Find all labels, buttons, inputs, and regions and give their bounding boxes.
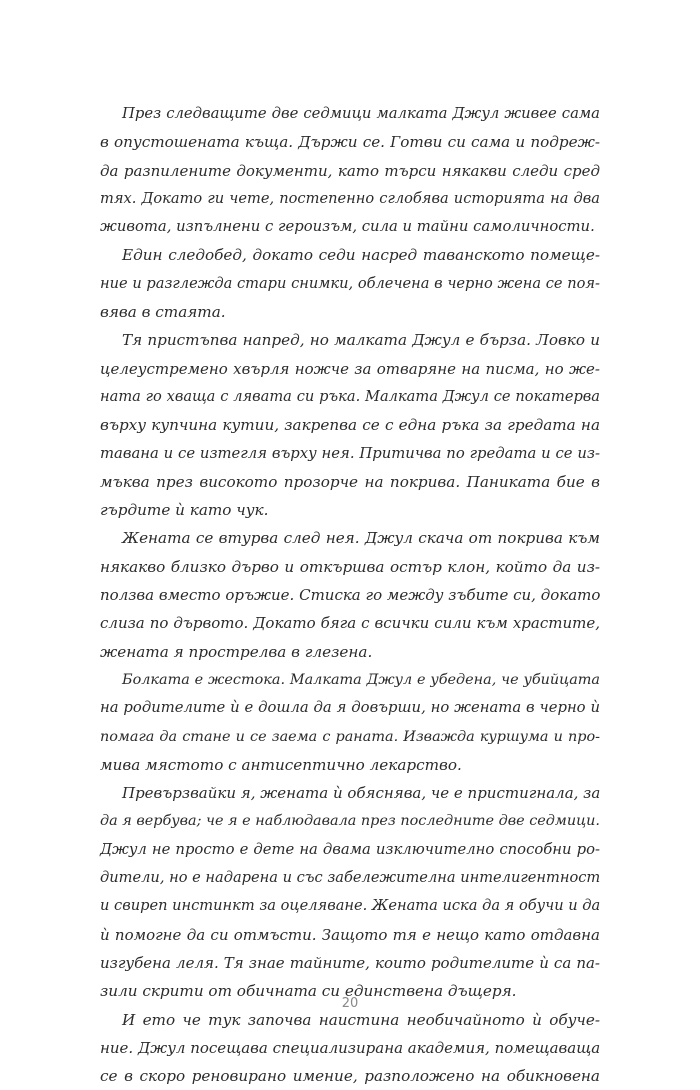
body-text <box>100 100 600 1090</box>
text-line: ѝ помогне да си отмъсти. Защото тя е нещо като отдавна <box>100 925 600 944</box>
text-line: Един следобед, докато седи насред таванското помеще- <box>122 246 600 265</box>
text-line: живота, изпълнени с героизъм, сила и тайни самоличности. <box>100 218 595 236</box>
text-line: Болката е жестока. Малката Джул е убедена, че убийцата <box>122 671 600 688</box>
text-line: вява в стаята. <box>100 303 226 322</box>
text-line: зили скрити от обичната си единствена дъщеря. <box>100 982 517 1001</box>
text-line: През следващите две седмици малката Джул живее сама <box>122 105 600 122</box>
text-line: ната го хваща с лявата си ръка. Малката Джул се покатерва <box>100 387 600 405</box>
text-line: на родителите ѝ е дошла да я довърши, но жената в черно ѝ <box>100 699 600 717</box>
page-number: 20 <box>341 996 359 1011</box>
text-line: се в скоро реновирано имение, разположено на обикновена <box>100 1067 600 1086</box>
text-line: върху купчина кутии, закрепва се с една ръка за гредата на <box>100 416 600 435</box>
text-line: да я вербува; че я е наблюдавала през последните две седмици. <box>100 813 600 830</box>
text-line: в опустошената къща. Държи се. Готви си сама и подреж- <box>100 133 600 152</box>
text-line: жената я прострелва в глезена. <box>100 642 373 661</box>
text-line: някакво близко дърво и откършва остър клон, който да из- <box>100 557 600 576</box>
text-line: Превързвайки я, жената ѝ обяснява, че е пристигнала, за <box>122 784 601 803</box>
text-line: И ето че тук започва наистина необичайното ѝ обуче- <box>122 1010 600 1029</box>
text-line: изгубена леля. Тя знае тайните, които родителите ѝ са па- <box>100 953 600 972</box>
text-line: Жената се втурва след нея. Джул скача от покрива към <box>122 529 600 548</box>
text-line: слиза по дървото. Докато бяга с всички сили към храстите, <box>100 614 600 633</box>
text-line: и свиреп инстинкт за оцеляване. Жената иска да я обучи и да <box>100 897 601 915</box>
text-line: ние. Джул посещава специализирана академия, помещаваща <box>100 1038 601 1057</box>
text-line: тях. Докато ги чете, постепенно сглобява историята на два <box>100 189 600 207</box>
text-line: целеустремено хвърля ножче за отваряне на писма, но же- <box>100 359 600 378</box>
text-line: Тя пристъпва напред, но малката Джул е бърза. Ловко и <box>122 331 600 350</box>
text-line: дители, но е надарена и със забележителна интелигентност <box>100 869 601 887</box>
text-line: ние и разглежда стари снимки, облечена в черно жена се поя- <box>100 274 600 292</box>
text-line: тавана и се изтегля върху нея. Притичва по гредата и се из- <box>100 444 600 462</box>
text-line: мъква през високото прозорче на покрива. Паниката бие в <box>100 472 600 491</box>
text-line: мива мястото с антисептично лекарство. <box>100 755 462 774</box>
text-line: Джул не просто е дете на двама изключително способни ро- <box>100 840 600 858</box>
text-line: ползва вместо оръжие. Стиска го между зъбите си, докато <box>100 586 601 605</box>
text-line: помага да стане и се заема с раната. Изважда куршума и про- <box>100 728 600 745</box>
text-line: да разпилените документи, като търси някакви следи сред <box>100 161 600 180</box>
text-line: гърдите ѝ като чук. <box>100 501 269 520</box>
